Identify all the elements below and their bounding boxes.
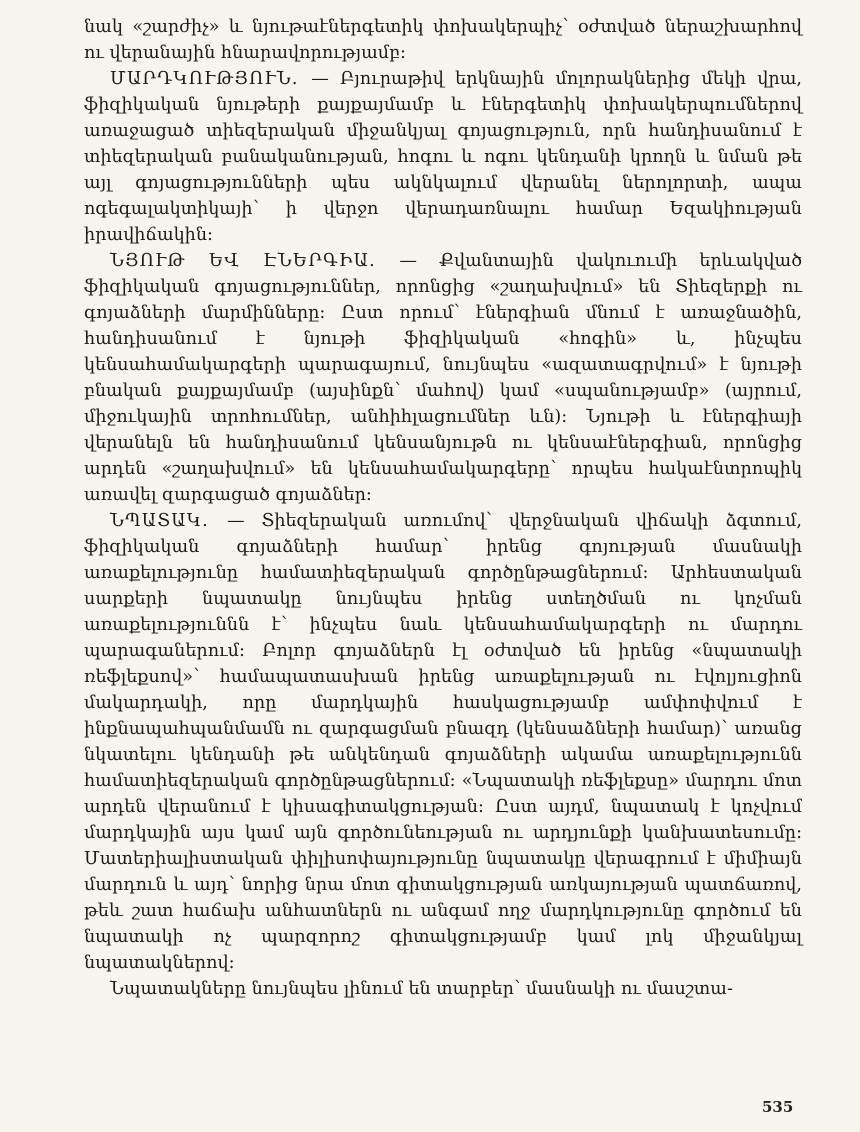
paragraph-last (84, 976, 802, 1002)
entry-heading: ՆՅՈՒԹ ԵՎ ԷՆԵՐԳԻԱ. (110, 251, 400, 271)
paragraph-text: — Տիեզերական առումով՝ վերջնական վիճակի ձգտում, ֆիզիկական գոյաձների համար՝ իրենց գոյության մասնակի առաքելությունը համատիեզերական գործընթացներում: Արհեստական սարքերի նպատակը նույնպես իրենց ստեղծման ու կոչման առաքելություննն է՝ ինչպես նաև կենսահամակարգերի ու մարդու պարագաներում: Բոլոր գոյաձներն էլ օժտված են իրենց «նպատակի ռեֆլեքսով»՝ համապատասխան իրենց առաքելության ու էվոլյուցիոն մակարդակի, որը մարդկային հասկացությամբ ամփոփվում է ինքնապահպանմամն ու զարգացման բնազդ (կենսաձների համար)՝ առանց նկատելու կենդանի թե անկենդան գոյաձների ակամա առաքելությունն համատիեզերական գործընթացներում: «Նպատակի ռեֆլեքսը» մարդու մոտ արդեն վերանում է կիսագիտակցության: Ըստ այդմ, նպատակ է կոչվում մարդկային այս կամ այն գործունեության ու արդյունքի կանխատեսումը: Մատերիալիստական փիլիսոփայությունը նպատակը վերագրում է միմիայն մարդուն և այդ՝ նորից նրա մոտ գիտակցության առկայության պատճառով, թեև շատ հաճախ անհատներն ու անգամ ողջ մարդկությունը գործում են նպատակի ոչ պարզորոշ գիտակցությամբ կամ լոկ միջանկյալ նպատակներով: (84, 511, 802, 973)
entry-heading: ՆՊԱՏԱԿ. (110, 511, 227, 531)
paragraph-text: Նպատակները նույնպես լինում են տարբեր՝ մասնակի ու մասշտա- (110, 979, 733, 999)
page-number: 535 (762, 1098, 794, 1116)
paragraph-text: — Քվանտային վակուումի երևակված ֆիզիկական գոյացություններ, որոնցից «շաղախվում» են Տիեզերքի ու գոյաձների մարմինները: Ըստ որում՝ էներգիան մնում է առաջնածին, հանդիսանում է նյութի ֆիզիկական «հոգին» և, ինչպես կենսահամակարգերի պարագայում, նույնպես «ազատագրվում» է նյութի բնական քայքայմամբ (այսինքն՝ մահով) կամ «սպանությամբ» (այրում, միջուկային տրոհումներ, անհիհլացումներ ևն): Նյութի և էներգիայի վերանելն են հանդիսանում կենսանյութն ու կենսաէներգիան, որոնցից արդեն «շաղախվում» են կենսահամակարգերը՝ որպես հակաէնտրոպիկ առավել զարգացած գոյաձներ: (84, 251, 803, 505)
paragraph-purpose (84, 508, 802, 976)
paragraph-continuation (84, 14, 802, 66)
text-body (84, 14, 802, 1002)
paragraph-matter-energy (84, 248, 802, 508)
paragraph-text: — Բյուրաթիվ երկնային մոլորակներից մեկի վրա, ֆիզիկական նյութերի քայքայմամբ և էներգետիկ փոխակերպումներով առաջացած տիեզերական միջանկյալ գոյացություն, որն հանդիսանում է տիեզերական բանականության, հոգու և ոգու կենդանի կրողն և նման թե այլ գոյացությունների պես ակնկալում վերանել ներոլորտի, ապա ոգեգալակտիկայի՝ ի վերջո վերադառնալու համար Եզակիության իրավիճակին: (84, 69, 803, 245)
paragraph-text: նակ «շարժիչ» և նյութաէներգետիկ փոխակերպիչ՝ օժտված ներաշխարհով ու վերանային հնարավորությամբ: (84, 17, 802, 63)
entry-heading: ՄԱՐԴԿՈՒԹՅՈՒՆ. (110, 69, 312, 89)
paragraph-humanity (84, 66, 802, 248)
